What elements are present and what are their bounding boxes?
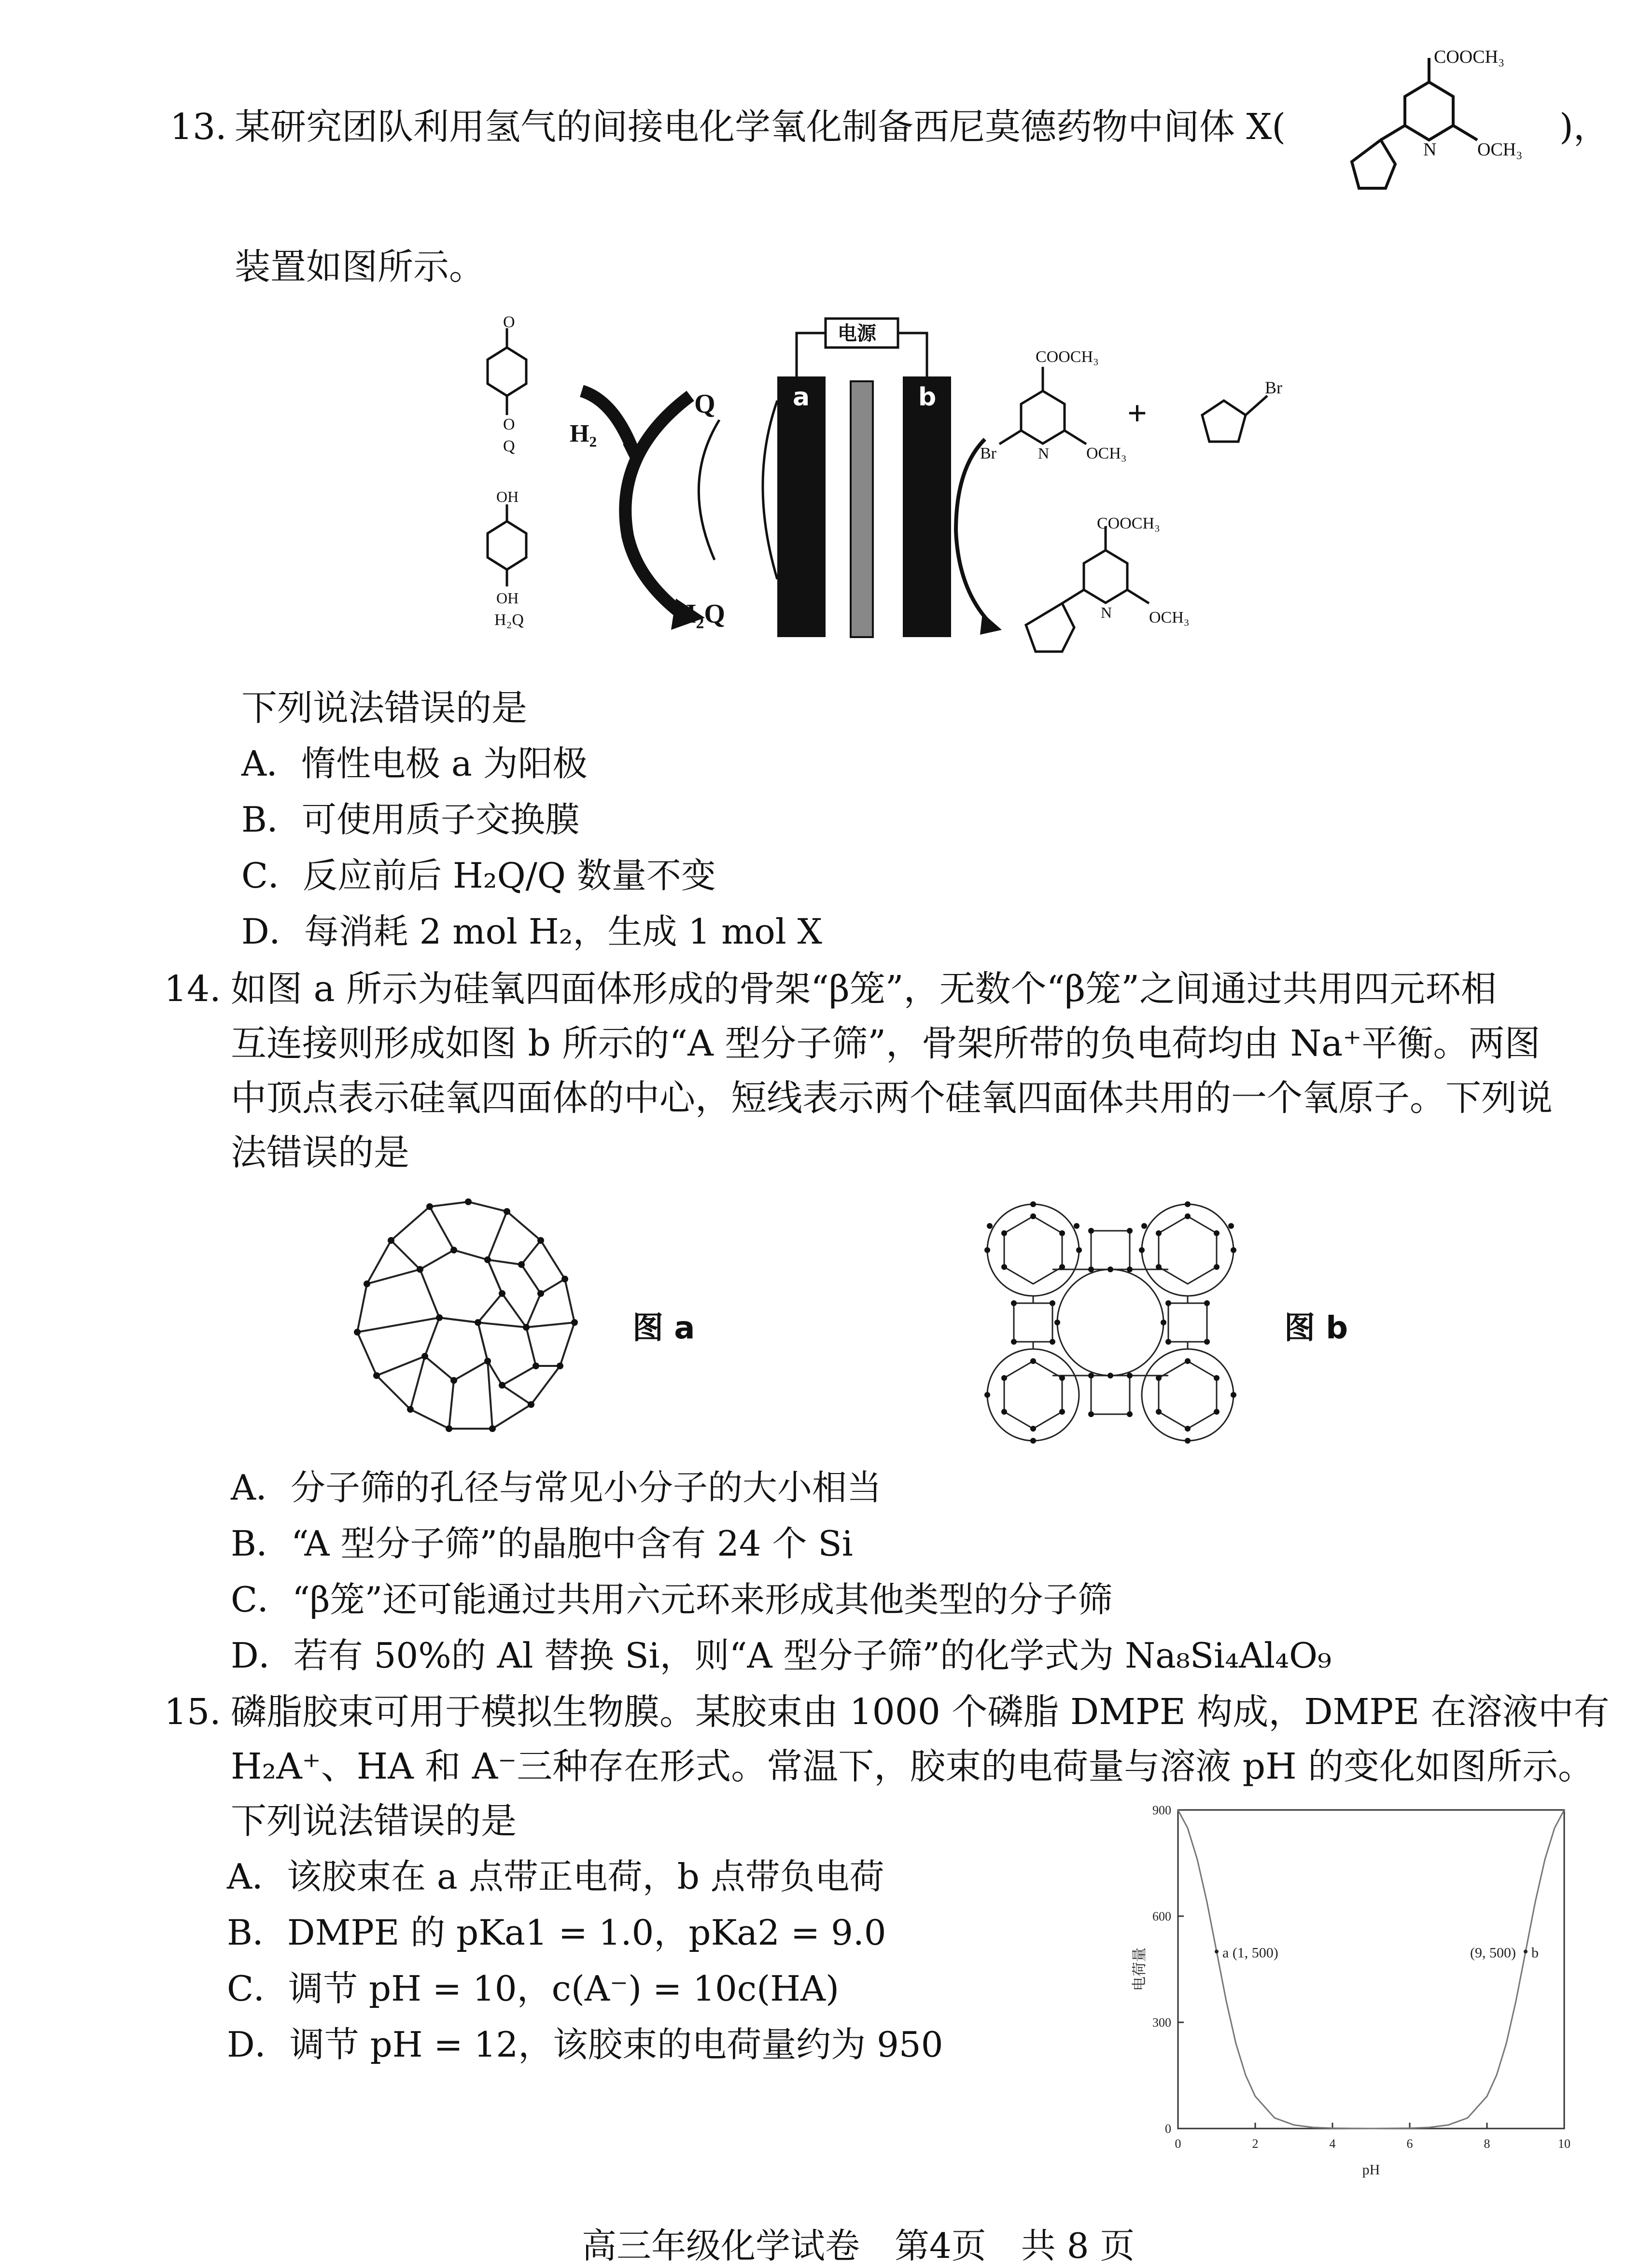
figure-b-molecular-sieve: [970, 1187, 1250, 1458]
electrode-a-label: a: [793, 383, 810, 412]
q13-number: 13.: [170, 106, 227, 148]
chart-frame: [1178, 1810, 1564, 2129]
x-tick-label: 10: [1558, 2137, 1570, 2151]
q14-option-a: A．分子筛的孔径与常见小分子的大小相当: [231, 1467, 882, 1508]
q14-stem-line1: 如图 a 所示为硅氧四面体形成的骨架“β笼”，无数个“β笼”之间通过共用四元环相: [231, 968, 1497, 1010]
q14-option-b: B．“A 型分子筛”的晶胞中含有 24 个 Si: [231, 1523, 853, 1564]
figure-a-beta-cage: [348, 1197, 599, 1438]
q13-stem-line1: 某研究团队利用氢气的间接电化学氧化制备西尼莫德药物中间体 X(: [235, 106, 1286, 148]
y-tick-label: 900: [1152, 1803, 1171, 1817]
page-footer: 高三年级化学试卷 第4页 共 8 页: [582, 2226, 1135, 2266]
point-b-marker: [1524, 1949, 1528, 1953]
q14-stem-line4: 法错误的是: [231, 1132, 409, 1173]
y-axis-label: 电荷量: [1131, 1948, 1148, 1991]
device-h2q-label: H₂Q: [675, 599, 725, 629]
q14-option-c: C．“β笼”还可能通过共用六元环来形成其他类型的分子筛: [231, 1579, 1113, 1620]
q15-stem-line3: 下列说法错误的是: [231, 1800, 517, 1842]
q13-option-a: A．惰性电极 a 为阳极: [241, 743, 588, 784]
q-o-bottom: O: [503, 416, 515, 433]
h2-label: H₂: [570, 420, 597, 447]
point-b-label: b: [1531, 1945, 1539, 1961]
x-axis-label: pH: [1362, 2162, 1380, 2178]
x-tick-label: 0: [1175, 2137, 1181, 2151]
q13-option-b: B．可使用质子交换膜: [241, 799, 580, 840]
reactant-br2: Br: [1265, 378, 1282, 397]
q15-stem-line2: H₂A⁺、HA 和 A⁻三种存在形式。常温下，胶束的电荷量与溶液 pH 的变化如图所示。: [231, 1746, 1594, 1787]
reactant-br1: Br: [980, 445, 996, 462]
q13-option-c: C．反应前后 H₂Q/Q 数量不变: [241, 855, 716, 896]
point-a-marker: [1215, 1949, 1219, 1953]
q15-option-c: C．调节 pH = 10，c(A⁻) = 10c(HA): [227, 1968, 840, 2009]
y-tick-label: 300: [1152, 2016, 1171, 2030]
q-label: Q: [503, 437, 515, 455]
q15-option-d: D．调节 pH = 12，该胶束的电荷量约为 950: [227, 2024, 943, 2065]
q15-option-b: B．DMPE 的 pKa1 = 1.0，pKa2 = 9.0: [227, 1912, 886, 1953]
electrode-a: [777, 376, 826, 637]
q15-number: 15.: [164, 1691, 221, 1733]
y-tick-label: 0: [1165, 2122, 1171, 2136]
x-cooch3-label: COOCH₃: [1434, 47, 1505, 67]
q14-number: 14.: [164, 968, 221, 1010]
x-tick-label: 8: [1484, 2137, 1490, 2151]
point-b-coord-label: (9, 500): [1470, 1945, 1516, 1961]
point-a-label: a (1, 500): [1222, 1945, 1278, 1961]
h2q-label: H₂Q: [494, 611, 524, 629]
q13-stem-line2: 装置如图所示。: [235, 246, 485, 288]
h2q-oh-bottom: OH: [496, 589, 519, 607]
figure-b-label: 图 b: [1284, 1310, 1348, 1346]
electrode-b: [903, 376, 951, 637]
q15-option-a: A．该胶束在 a 点带正电荷，b 点带负电荷: [227, 1856, 884, 1897]
q15-stem-line1: 磷脂胶束可用于模拟生物膜。某胶束由 1000 个磷脂 DMPE 构成，DMPE 在溶液中有: [231, 1691, 1610, 1733]
product-n: N: [1101, 604, 1112, 621]
power-supply-label: 电源: [838, 322, 876, 344]
product-och3: OCH₃: [1149, 609, 1190, 626]
q14-stem-line2: 互连接则形成如图 b 所示的“A 型分子筛”，骨架所带的负电荷均由 Na⁺平衡。两图: [231, 1023, 1541, 1064]
charge-curve-line: [1178, 1810, 1564, 2129]
reactant-n: N: [1038, 445, 1050, 462]
electrolysis-device: [555, 309, 1014, 666]
device-q-label: Q: [694, 389, 715, 419]
reactant-och3: OCH₃: [1086, 445, 1127, 462]
figure-a-label: 图 a: [632, 1310, 695, 1346]
product-x-structure: [985, 516, 1236, 681]
product-cooch3: COOCH₃: [1097, 515, 1160, 532]
q13-question: 下列说法错误的是: [241, 687, 527, 729]
q-o-top: O: [503, 313, 515, 331]
charge-ph-chart: [1120, 1800, 1584, 2182]
x-tick-label: 6: [1406, 2137, 1413, 2151]
reactants-structures: [970, 338, 1318, 497]
y-tick-label: 600: [1152, 1909, 1171, 1923]
quinone-q-structure: [459, 314, 555, 642]
plus-sign: +: [1127, 394, 1148, 432]
q13-option-d: D．每消耗 2 mol H₂，生成 1 mol X: [241, 911, 822, 952]
reactant-cooch3: COOCH₃: [1036, 348, 1099, 366]
electrode-b-label: b: [918, 383, 937, 412]
h2q-oh-top: OH: [496, 488, 519, 505]
q14-option-d: D．若有 50%的 Al 替换 Si，则“A 型分子筛”的化学式为 Na₈Si₄Al₄O₉: [231, 1635, 1332, 1676]
x-tick-label: 4: [1329, 2137, 1336, 2151]
q13-stem-close: )，: [1559, 106, 1609, 148]
x-n-label: N: [1423, 139, 1437, 160]
x-och3-label: OCH₃: [1477, 139, 1523, 160]
x-tick-label: 2: [1252, 2137, 1259, 2151]
compound-x-structure: [1332, 48, 1584, 212]
membrane: [851, 381, 873, 637]
q14-stem-line3: 中顶点表示硅氧四面体的中心，短线表示两个硅氧四面体共用的一个氧原子。下列说: [231, 1077, 1553, 1119]
